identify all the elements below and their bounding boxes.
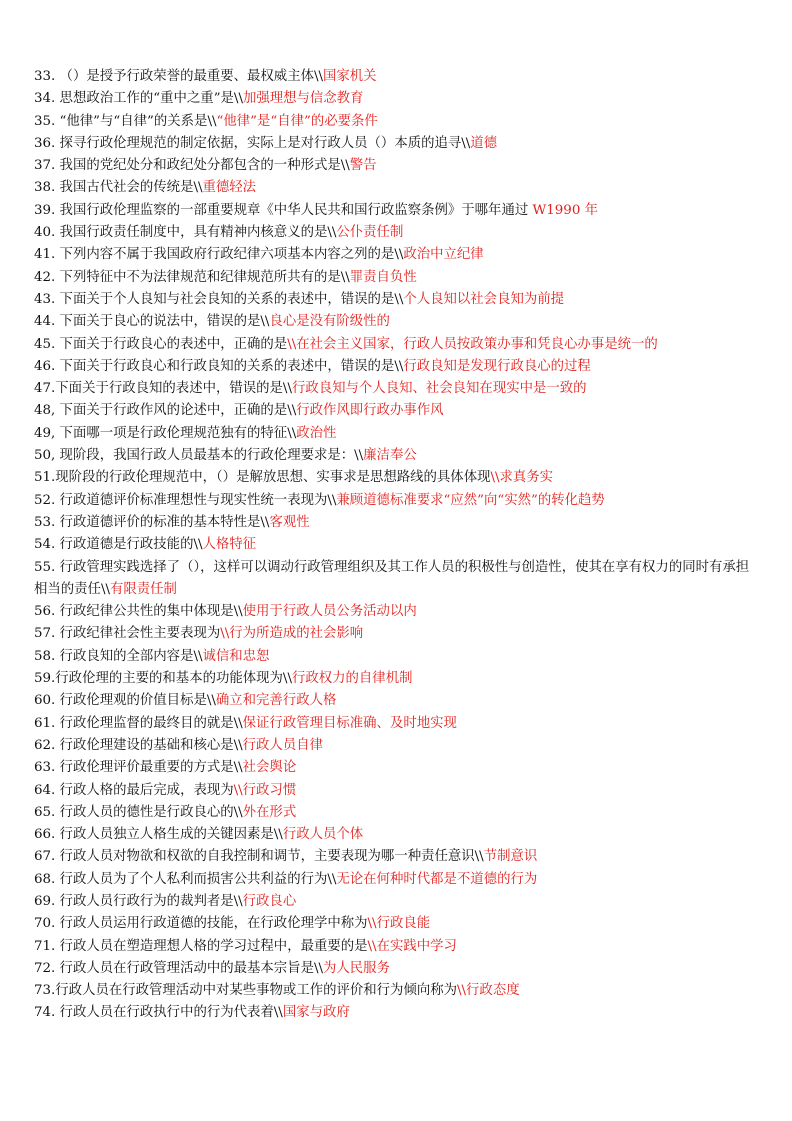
answer-text: 行政良心 (242, 893, 297, 909)
list-item: 72. 行政人员在行政管理活动中的最基本宗旨是\\为人民服务 (34, 960, 390, 976)
list-item: 46. 下面关于行政良心和行政良知的关系的表述中，错误的是\\行政良知是发现行政良心的过程 (34, 358, 591, 374)
list-item: 35. “他律”与“自律”的关系是\\“他律”是“自律”的必要条件 (34, 113, 378, 129)
answer-text: \\行政习惯 (233, 782, 297, 798)
list-item: 70. 行政人员运用行政道德的技能，在行政伦理学中称为\\行政良能 (34, 916, 431, 932)
list-item: 54. 行政道德是行政技能的\\人格特征 (34, 537, 257, 553)
answer-text: 罪责自负性 (349, 269, 417, 285)
list-item: 51.现阶段的行政伦理规范中，（）是解放思想、实事求是思想路线的具体体现\\求真务实 (34, 470, 554, 486)
list-item: 55. 行政管理实践选择了（），这样可以调动行政管理组织及其工作人员的积极性与创造性，使其在享有权力的同时有承担相当的责任\\有限责任制 (34, 559, 750, 597)
list-item: 33. （）是授予行政荣誉的最重要、最权威主体\\国家机关 (34, 69, 377, 84)
list-item: 38. 我国古代社会的传统是\\重德轻法 (34, 180, 257, 196)
list-item: 65. 行政人员的德性是行政良心的\\外在形式 (34, 804, 297, 820)
answer-text: 行政良知与个人良知、社会良知在现实中是一致的 (291, 381, 587, 397)
answer-text: 诚信和忠恕 (202, 648, 270, 664)
list-item: 37. 我国的党纪处分和政纪处分都包含的一种形式是\\警告 (34, 158, 377, 174)
list-item: 34. 思想政治工作的“重中之重”是\\加强理想与信念教育 (34, 91, 364, 107)
list-item: 63. 行政伦理评价最重要的方式是\\社会舆论 (34, 760, 297, 776)
list-item: 56. 行政纪律公共性的集中体现是\\使用于行政人员公务活动以内 (34, 604, 417, 620)
list-item: 40. 我国行政责任制度中，具有精神内核意义的是\\公仆责任制 (34, 225, 404, 241)
answer-text: W1990 年 (532, 202, 598, 218)
list-item: 41. 下列内容不属于我国政府行政纪律六项基本内容之列的是\\政治中立纪律 (34, 247, 484, 263)
answer-text: 警告 (349, 158, 377, 174)
answer-text: 加强理想与信念教育 (242, 91, 364, 107)
answer-text: 道德 (470, 135, 498, 151)
list-item: 61. 行政伦理监督的最终目的就是\\保证行政管理目标准确、及时地实现 (34, 715, 457, 731)
list-item: 60. 行政伦理观的价值目标是\\确立和完善行政人格 (34, 693, 337, 709)
answer-text: 行政作风即行政办事作风 (296, 403, 444, 419)
answer-text: 无论在何种时代都是不道德的行为 (336, 871, 538, 887)
answer-text: 节制意识 (483, 849, 538, 865)
answer-text: \\在社会主义国家，行政人员按政策办事和凭良心办事是统一的 (287, 336, 658, 352)
answer-text: 使用于行政人员公务活动以内 (242, 604, 417, 620)
list-item: 44. 下面关于良心的说法中，错误的是\\良心是没有阶级性的 (34, 314, 390, 330)
list-item: 53. 行政道德评价的标准的基本特性是\\客观性 (34, 514, 310, 530)
list-item: 64. 行政人格的最后完成，表现为\\行政习惯 (34, 782, 297, 798)
answer-text: 公仆责任制 (336, 225, 404, 241)
answer-text: 有限责任制 (109, 581, 177, 597)
answer-text: 兼顾道德标准要求“应然”向“实然”的转化趋势 (336, 492, 605, 508)
answer-text: 人格特征 (202, 537, 257, 553)
answer-text: 政治性 (296, 425, 337, 441)
list-item: 57. 行政纪律社会性主要表现为\\行为所造成的社会影响 (34, 626, 364, 642)
answer-text: \\在实践中学习 (367, 938, 457, 954)
list-item: 48, 下面关于行政作风的论述中，正确的是\\行政作风即行政办事作风 (34, 403, 444, 419)
list-item: 67. 行政人员对物欲和权欲的自我控制和调节，主要表现为哪一种责任意识\\节制意识 (34, 849, 538, 865)
answer-text: “他律”是“自律”的必要条件 (216, 113, 378, 129)
list-item: 49, 下面哪一项是行政伦理规范独有的特征\\政治性 (34, 425, 337, 441)
list-item: 73.行政人员在行政管理活动中对某些事物或工作的评价和行为倾向称为\\行政态度 (34, 983, 520, 999)
answer-text: \\求真务实 (490, 470, 554, 486)
list-item: 47.下面关于行政良知的表述中，错误的是\\行政良知与个人良知、社会良知在现实中是一致的 (34, 381, 587, 397)
list-item: 58. 行政良知的全部内容是\\诚信和忠恕 (34, 648, 270, 664)
answer-text: 行政权力的自律机制 (291, 671, 413, 687)
answer-text: 行政人员个体 (282, 827, 364, 843)
list-item: 62. 行政伦理建设的基础和核心是\\行政人员自律 (34, 737, 323, 753)
list-item: 74. 行政人员在行政执行中的行为代表着\\国家与政府 (34, 1005, 350, 1021)
answer-text: 行政人员自律 (242, 737, 323, 753)
list-item: 59.行政伦理的主要的和基本的功能体现为\\行政权力的自律机制 (34, 671, 413, 687)
answer-text: \\行政态度 (457, 983, 520, 999)
list-item: 42. 下列特征中不为法律规范和纪律规范所共有的是\\罪责自负性 (34, 269, 417, 285)
list-item: 71. 行政人员在塑造理想人格的学习过程中，最重要的是\\在实践中学习 (34, 938, 457, 954)
answer-text: 确立和完善行政人格 (215, 693, 337, 709)
list-item: 36. 探寻行政伦理规范的制定依据，实际上是对行政人员（）本质的追寻\\道德 (34, 135, 498, 151)
list-item: 43. 下面关于个人良知与社会良知的关系的表述中，错误的是\\个人良知以社会良知为前提 (34, 291, 565, 307)
answer-text: 国家与政府 (282, 1005, 350, 1021)
list-item: 50, 现阶段，我国行政人员最基本的行政伦理要求是：\\廉洁奉公 (34, 448, 417, 464)
answer-text: 行政良知是发现行政良心的过程 (403, 358, 591, 374)
answer-text: 重德轻法 (202, 180, 257, 196)
answer-text: 国家机关 (323, 69, 377, 84)
list-item: 45. 下面关于行政良心的表述中，正确的是\\在社会主义国家，行政人员按政策办事和凭良心办事是统一的 (34, 336, 658, 352)
answer-text: \\行为所造成的社会影响 (220, 626, 364, 642)
answer-text: 个人良知以社会良知为前提 (403, 291, 565, 307)
answer-text: 社会舆论 (242, 760, 297, 776)
answer-text: 廉洁奉公 (363, 448, 417, 464)
list-item: 39. 我国行政伦理监察的一部重要规章《中华人民共和国行政监察条例》于哪年通过 W1990 年 (34, 202, 598, 218)
document-page (34, 66, 758, 1025)
list-item: 66. 行政人员独立人格生成的关键因素是\\行政人员个体 (34, 827, 364, 843)
answer-text: 保证行政管理目标准确、及时地实现 (242, 715, 457, 731)
list-item: 52. 行政道德评价标准理想性与现实性统一表现为\\兼顾道德标准要求“应然”向“实然”的转化趋势 (34, 492, 605, 508)
answer-text: 良心是没有阶级性的 (269, 314, 390, 330)
list-item: 68. 行政人员为了个人私利而损害公共利益的行为\\无论在何种时代都是不道德的行为 (34, 871, 538, 887)
list-item: 69. 行政人员行政行为的裁判者是\\行政良心 (34, 893, 297, 909)
answer-text: 外在形式 (242, 804, 297, 820)
answer-text: \\行政良能 (367, 916, 431, 932)
answer-text: 客观性 (269, 514, 310, 530)
answer-text: 为人民服务 (323, 960, 390, 976)
answer-text: 政治中立纪律 (403, 247, 484, 263)
